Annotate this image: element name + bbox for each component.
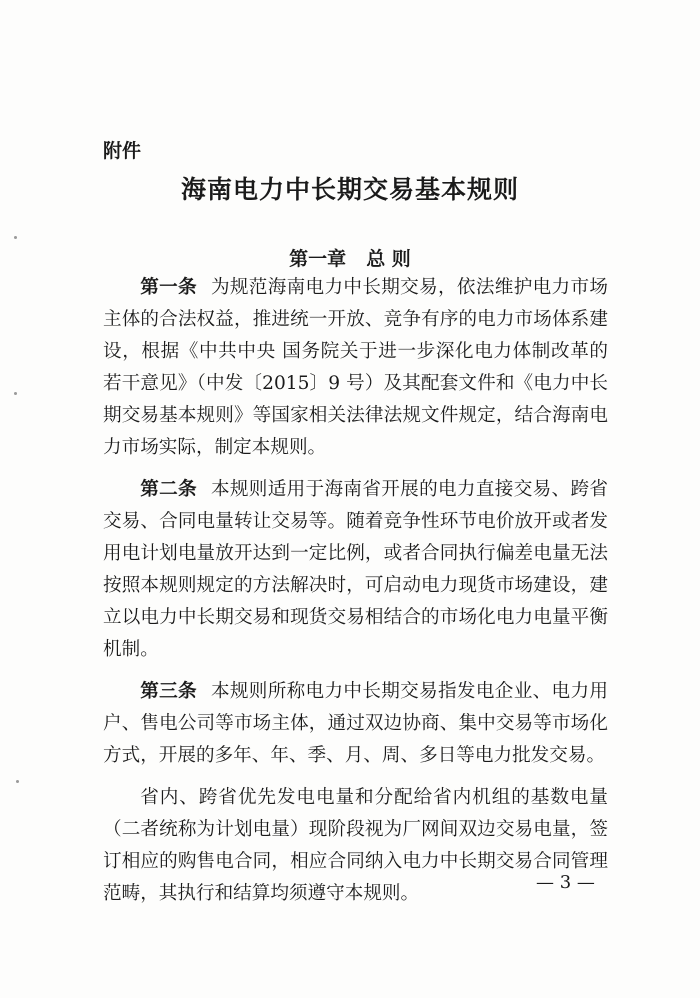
chapter-name: 总 则: [366, 248, 411, 270]
article-text: 省内、跨省优先发电电量和分配给省内机组的基数电量（二者统称为计划电量）现阶段视为厂网间双边交易电量，签订相应的购售电合同，相应合同纳入电力中长期交易合同管理范畴，其执行和结算均须遵守本规则。: [103, 787, 608, 904]
article-2: [103, 474, 608, 666]
chapter-heading: [0, 244, 700, 271]
page-number: — 3 —: [536, 872, 595, 893]
article-text: 本规则适用于海南省开展的电力直接交易、跨省交易、合同电量转让交易等。随着竞争性环节电价放开或者发用电计划电量放开达到一定比例，或者合同执行偏差电量无法按照本规则规定的方法解决时，可启动电力现货市场建设，建立以电力中长期交易和现货交易相结合的市场化电力电量平衡机制。: [103, 479, 608, 660]
attachment-label: 附件: [103, 140, 142, 162]
scan-speck: [14, 236, 17, 239]
article-1: [103, 272, 608, 464]
document-body: [103, 272, 608, 920]
article-label: 第二条: [140, 479, 197, 500]
article-3: [103, 676, 608, 772]
scan-speck: [14, 392, 17, 395]
article-text: 本规则所称电力中长期交易指发电企业、电力用户、售电公司等市场主体，通过双边协商、集中交易等市场化方式，开展的多年、年、季、月、周、多日等电力批发交易。: [103, 681, 608, 766]
scan-speck: [16, 780, 19, 783]
chapter-number: 第一章: [289, 248, 347, 270]
article-label: 第一条: [140, 277, 197, 298]
article-label: 第三条: [140, 681, 197, 702]
article-3-paragraph-2: [103, 782, 608, 910]
document-title: 海南电力中长期交易基本规则: [180, 175, 519, 204]
article-text: 为规范海南电力中长期交易，依法维护电力市场主体的合法权益，推进统一开放、竞争有序的电力市场体系建设，根据《中共中央 国务院关于进一步深化电力体制改革的若干意见》（中发〔2015〕9 号）及其配套文件和《电力中长期交易基本规则》等国家相关法律法规文件规定，结合海南电力市场实际，制定本规则。: [103, 277, 608, 458]
